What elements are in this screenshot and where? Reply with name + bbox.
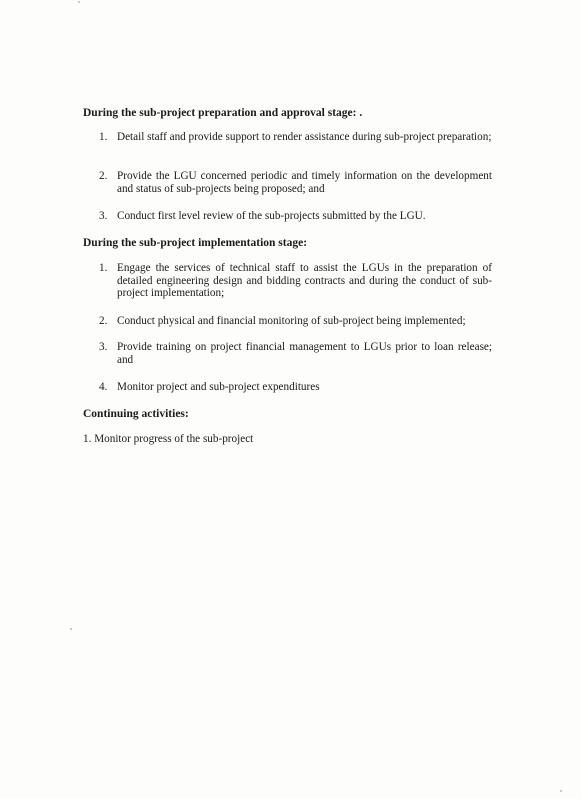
list-item-number: 4. <box>99 381 108 393</box>
list-item <box>99 210 492 223</box>
list-item-number: 3. <box>99 341 108 353</box>
list-item <box>99 262 492 300</box>
list-item-number: 2. <box>99 170 108 182</box>
list-item <box>99 131 492 144</box>
list-item-text: Monitor project and sub-project expenditures <box>117 381 320 393</box>
list-item <box>99 341 492 366</box>
list-item-text: Conduct physical and financial monitoring of sub-project being implemented; <box>117 315 466 327</box>
section-heading-preparation: During the sub-project preparation and approval stage: . <box>83 107 363 119</box>
section-heading-continuing: Continuing activities: <box>83 408 189 420</box>
list-item-text: Engage the services of technical staff to assist the LGUs in the preparation of detailed engineering design and bidding contracts and during the conduct of sub-project implementation; <box>117 262 492 299</box>
list-item-text: Conduct first level review of the sub-projects submitted by the LGU. <box>117 210 426 222</box>
section-heading-implementation: During the sub-project implementation stage: <box>83 237 308 249</box>
list-item-number: 2. <box>99 315 108 327</box>
scan-speck <box>78 1 80 3</box>
list-item <box>99 381 492 394</box>
list-item-text: 1. Monitor progress of the sub-project <box>83 433 254 445</box>
list-item <box>99 170 492 195</box>
list-item-text: Detail staff and provide support to render assistance during sub-project preparation; <box>117 131 492 143</box>
list-item-text: Provide training on project financial management to LGUs prior to loan release; and <box>117 341 492 366</box>
list-item <box>99 315 492 328</box>
scan-speck <box>70 628 72 630</box>
scan-speck <box>560 790 562 792</box>
list-item-text: Provide the LGU concerned periodic and timely information on the development and status of sub-projects being proposed; and <box>117 170 492 195</box>
list-item-number: 1. <box>99 262 108 274</box>
list-item-number: 3. <box>99 210 108 222</box>
list-item-number: 1. <box>99 131 108 143</box>
